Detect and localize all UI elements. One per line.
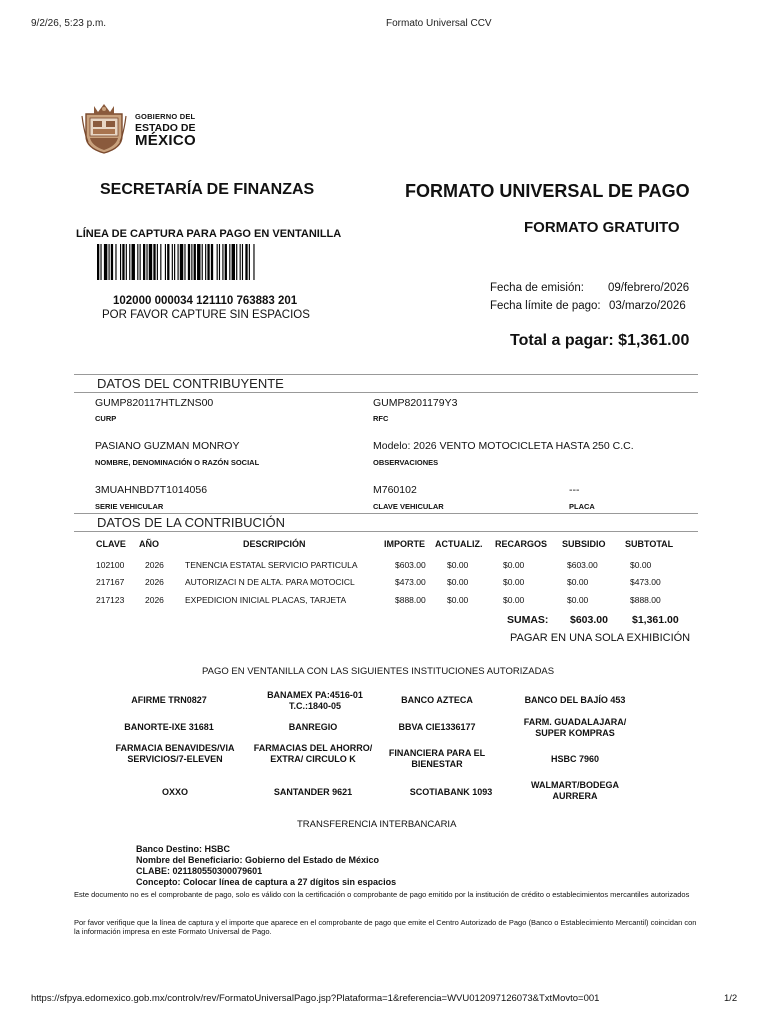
table-cell: 2026 bbox=[145, 595, 164, 605]
col-header-recargos: RECARGOS bbox=[495, 539, 548, 549]
note-comprobante: Este documento no es el comprobante de pago, solo es válido con la certificación o comprobante de pago emitido por la institución de crédito o establecimientos mercantiles autorizados bbox=[74, 890, 690, 899]
note-verifique: Por favor verifique que la línea de captura y el importe que aparece en el comprobante de pago que emite el Centro Autorizado de Pago (Banco o Establecimiento Mercantil) coincidan con la información impresa en este Formato Universal de Pago. bbox=[74, 918, 697, 936]
barcode-bar bbox=[188, 244, 190, 280]
total-a-pagar: Total a pagar: $1,361.00 bbox=[510, 332, 690, 349]
table-cell: $0.00 bbox=[447, 595, 469, 605]
formato-gratuito: FORMATO GRATUITO bbox=[524, 219, 680, 236]
institucion-item: OXXO bbox=[161, 787, 188, 797]
table-cell: 217167 bbox=[96, 577, 125, 587]
banco-destino: Banco Destino: HSBC bbox=[136, 844, 231, 854]
col-header-subtotal: SUBTOTAL bbox=[625, 539, 674, 549]
footer-url[interactable]: https://sfpya.edomexico.gob.mx/controlv/rev/FormatoUniversalPago.jsp?Plataforma=1&referencia=WVU012097126073&TxtMovto=001 bbox=[31, 993, 600, 1004]
barcode-icon bbox=[97, 244, 328, 280]
table-cell: $0.00 bbox=[567, 577, 589, 587]
table-cell: 2026 bbox=[145, 560, 164, 570]
institucion-item: FARMACIA BENAVIDES/VIA SERVICIOS/7-ELEVEN bbox=[115, 743, 235, 764]
barcode-bar bbox=[253, 244, 254, 280]
nombre-label: NOMBRE, DENOMINACIÓN O RAZÓN SOCIAL bbox=[95, 458, 260, 467]
barcode-bar bbox=[143, 244, 145, 280]
table-cell: $0.00 bbox=[567, 595, 589, 605]
barcode-bar bbox=[149, 244, 152, 280]
barcode-bar bbox=[202, 244, 203, 280]
barcode-bar bbox=[132, 244, 135, 280]
barcode-bar bbox=[229, 244, 230, 280]
formato-title: FORMATO UNIVERSAL DE PAGO bbox=[405, 181, 690, 201]
barcode-bar bbox=[160, 244, 161, 280]
placa-value: --- bbox=[569, 484, 580, 496]
barcode-bar bbox=[153, 244, 155, 280]
instituciones-title: PAGO EN VENTANILLA CON LAS SIGUIENTES INSTITUCIONES AUTORIZADAS bbox=[202, 666, 555, 677]
limite-label: Fecha límite de pago: bbox=[490, 300, 601, 312]
institucion-item: FARMACIAS DEL AHORRO/ EXTRA/ CIRCULO K bbox=[253, 743, 373, 764]
institucion-item: BBVA CIE1336177 bbox=[398, 722, 476, 732]
institucion-item: AFIRME TRN0827 bbox=[131, 695, 207, 705]
divider bbox=[74, 392, 698, 393]
table-cell: $0.00 bbox=[447, 577, 469, 587]
barcode-bar bbox=[205, 244, 206, 280]
barcode-bar bbox=[100, 244, 101, 280]
barcode-bar bbox=[104, 244, 107, 280]
rfc-value: GUMP8201179Y3 bbox=[373, 397, 458, 409]
placa-label: PLACA bbox=[569, 502, 595, 511]
observaciones-value: Modelo: 2026 VENTO MOTOCICLETA HASTA 250 C.C. bbox=[373, 440, 634, 452]
col-header-importe: IMPORTE bbox=[384, 539, 426, 549]
table-cell: 217123 bbox=[96, 595, 125, 605]
divider bbox=[74, 531, 698, 532]
observaciones-label: OBSERVACIONES bbox=[373, 458, 439, 467]
institucion-item: WALMART/BODEGA AURRERA bbox=[531, 780, 619, 801]
col-header-actualiz: ACTUALIZ. bbox=[435, 539, 483, 549]
table-cell: $473.00 bbox=[630, 577, 661, 587]
barcode-bar bbox=[236, 244, 237, 280]
barcode-bar bbox=[197, 244, 200, 280]
logo-line-1: GOBIERNO DEL bbox=[135, 112, 196, 121]
barcode-bar bbox=[174, 244, 175, 280]
barcode-bar bbox=[157, 244, 158, 280]
barcode-bar bbox=[111, 244, 113, 280]
barcode-bar bbox=[97, 244, 99, 280]
institucion-item: SCOTIABANK 1093 bbox=[409, 787, 493, 797]
barcode-bar bbox=[191, 244, 192, 280]
print-datetime: 9/2/26, 5:23 p.m. bbox=[31, 18, 107, 29]
clabe: CLABE: 021180550300079601 bbox=[136, 866, 263, 876]
page-number: 1/2 bbox=[724, 993, 738, 1004]
exhibicion-note: PAGAR EN UNA SOLA EXHIBICIÓN bbox=[510, 632, 691, 644]
institucion-item: FINANCIERA PARA EL BIENESTAR bbox=[388, 748, 486, 769]
barcode-bar bbox=[219, 244, 220, 280]
table-cell: $0.00 bbox=[503, 577, 525, 587]
col-header-anio: AÑO bbox=[139, 539, 159, 549]
curp-label: CURP bbox=[95, 414, 117, 423]
barcode-bar bbox=[129, 244, 130, 280]
logo-wordmark bbox=[135, 113, 196, 148]
barcode-bar bbox=[115, 244, 116, 280]
print-doc-title: Formato Universal CCV bbox=[386, 18, 492, 29]
table-cell: $0.00 bbox=[503, 560, 525, 570]
barcode-bar bbox=[120, 244, 121, 280]
table-cell: $603.00 bbox=[395, 560, 426, 570]
institucion-item: BANORTE-IXE 31681 bbox=[124, 722, 214, 732]
col-header-descripcion: DESCRIPCIÓN bbox=[243, 539, 306, 549]
table-cell: $0.00 bbox=[503, 595, 525, 605]
linea-captura-title: LÍNEA DE CAPTURA PARA PAGO EN VENTANILLA bbox=[76, 228, 342, 240]
coat-of-arms-icon bbox=[80, 102, 128, 154]
barcode-bar bbox=[211, 244, 213, 280]
transferencia-title: TRANSFERENCIA INTERBANCARIA bbox=[297, 819, 457, 830]
emision-value: 09/febrero/2026 bbox=[608, 282, 690, 294]
table-cell: $473.00 bbox=[395, 577, 426, 587]
barcode-bar bbox=[172, 244, 173, 280]
table-cell: AUTORIZACI N DE ALTA. PARA MOTOCICL bbox=[185, 577, 355, 587]
table-cell: $0.00 bbox=[447, 560, 469, 570]
curp-value: GUMP820117HTLZNS00 bbox=[95, 397, 214, 409]
capture-reference: 102000 000034 121110 763883 201 bbox=[113, 295, 298, 307]
col-header-clave: CLAVE bbox=[96, 539, 126, 549]
barcode-bar bbox=[222, 244, 223, 280]
barcode-bar bbox=[180, 244, 183, 280]
logo-line-2: ESTADO DE bbox=[135, 121, 196, 134]
serie-value: 3MUAHNBD7T1014056 bbox=[95, 484, 208, 496]
barcode-bar bbox=[217, 244, 218, 280]
barcode-bar bbox=[146, 244, 147, 280]
barcode-bar bbox=[249, 244, 250, 280]
barcode-bar bbox=[240, 244, 241, 280]
divider bbox=[74, 513, 698, 514]
barcode-bar bbox=[242, 244, 243, 280]
barcode-bar bbox=[232, 244, 235, 280]
clave-vehicular-label: CLAVE VEHICULAR bbox=[373, 502, 444, 511]
table-cell: $603.00 bbox=[567, 560, 598, 570]
barcode-bar bbox=[207, 244, 209, 280]
capture-instruction: POR FAVOR CAPTURE SIN ESPACIOS bbox=[102, 309, 310, 321]
sumas-subtotal: $1,361.00 bbox=[632, 614, 679, 626]
contribuyente-title: DATOS DEL CONTRIBUYENTE bbox=[97, 376, 284, 391]
table-cell: EXPEDICION INICIAL PLACAS, TARJETA bbox=[185, 595, 347, 605]
barcode-bar bbox=[122, 244, 124, 280]
barcode-bar bbox=[178, 244, 179, 280]
nombre-value: PASIANO GUZMAN MONROY bbox=[95, 440, 240, 452]
barcode-bar bbox=[245, 244, 247, 280]
divider bbox=[74, 374, 698, 375]
table-cell: TENENCIA ESTATAL SERVICIO PARTICULA bbox=[185, 560, 358, 570]
logo-line-3: MÉXICO bbox=[135, 132, 196, 149]
barcode-bar bbox=[225, 244, 227, 280]
contribucion-title: DATOS DE LA CONTRIBUCIÓN bbox=[97, 515, 286, 530]
barcode-bar bbox=[126, 244, 127, 280]
col-header-subsidio: SUBSIDIO bbox=[562, 539, 606, 549]
clave-vehicular-value: M760102 bbox=[373, 484, 417, 496]
table-cell: $888.00 bbox=[630, 595, 661, 605]
barcode-bar bbox=[167, 244, 169, 280]
sumas-label: SUMAS: bbox=[507, 614, 549, 626]
secretaria-title: SECRETARÍA DE FINANZAS bbox=[100, 181, 315, 198]
barcode-bar bbox=[140, 244, 141, 280]
table-cell: 2026 bbox=[145, 577, 164, 587]
rfc-label: RFC bbox=[373, 414, 389, 423]
limite-value: 03/marzo/2026 bbox=[609, 300, 686, 312]
table-cell: $0.00 bbox=[630, 560, 652, 570]
barcode-bar bbox=[194, 244, 196, 280]
table-cell: $888.00 bbox=[395, 595, 426, 605]
institucion-item: HSBC 7960 bbox=[550, 754, 600, 764]
institucion-item: BANAMEX PA:4516-01 T.C.:1840-05 bbox=[267, 690, 363, 711]
sumas-subsidio: $603.00 bbox=[570, 614, 608, 626]
serie-label: SERIE VEHICULAR bbox=[95, 502, 164, 511]
barcode-bar bbox=[137, 244, 138, 280]
emision-label: Fecha de emisión: bbox=[490, 282, 584, 294]
concepto: Concepto: Colocar línea de captura a 27 dígitos sin espacios bbox=[136, 877, 397, 887]
barcode-bar bbox=[184, 244, 185, 280]
institucion-item: SANTANDER 9621 bbox=[273, 787, 353, 797]
institucion-item: BANCO DEL BAJÍO 453 bbox=[524, 695, 626, 705]
institucion-item: FARM. GUADALAJARA/ SUPER KOMPRAS bbox=[523, 717, 627, 738]
barcode-bar bbox=[165, 244, 166, 280]
institucion-item: BANCO AZTECA bbox=[401, 695, 473, 705]
barcode-bar bbox=[109, 244, 110, 280]
institucion-item: BANREGIO bbox=[288, 722, 338, 732]
table-cell: 102100 bbox=[96, 560, 125, 570]
beneficiario: Nombre del Beneficiario: Gobierno del Estado de México bbox=[136, 855, 380, 865]
